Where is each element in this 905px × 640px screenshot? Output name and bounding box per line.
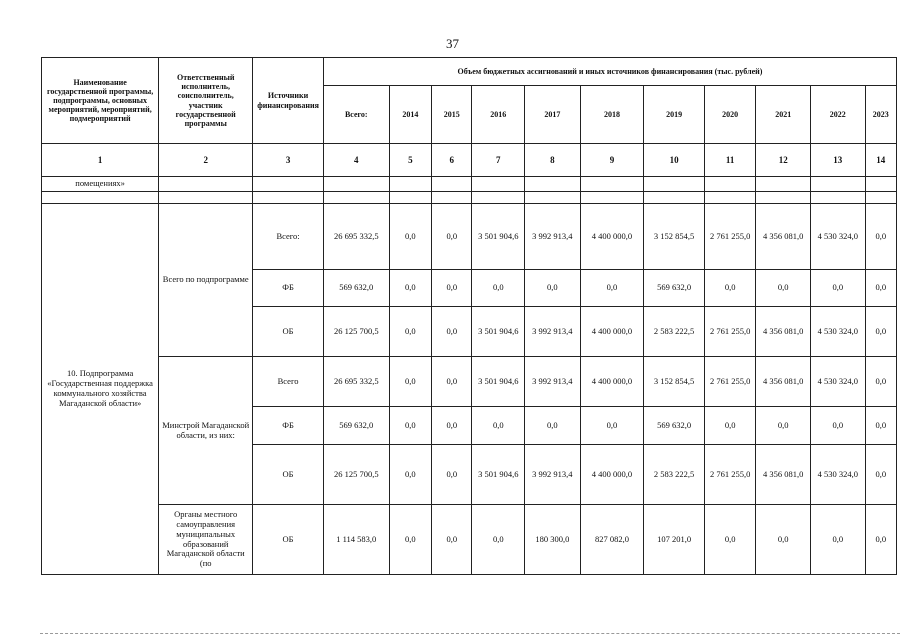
column-number-row (42, 144, 897, 177)
page-number: 37 (446, 36, 459, 51)
value-year: 0,0 (472, 270, 525, 307)
value-total: 26 125 700,5 (323, 307, 389, 357)
value-year: 4 356 081,0 (756, 307, 811, 357)
data-body (42, 204, 897, 575)
value-year: 2 761 255,0 (704, 307, 756, 357)
value-year: 3 992 913,4 (525, 204, 581, 270)
value-year: 3 501 904,6 (472, 357, 525, 407)
header-funding-source: Источники финансирования (253, 58, 324, 144)
value-year: 3 992 913,4 (525, 307, 581, 357)
value-year: 3 501 904,6 (472, 204, 525, 270)
value-year: 3 152 854,5 (644, 357, 705, 407)
program-name: 10. Подпрограмма «Государственная поддержка коммунального хозяйства Магаданской области» (42, 204, 159, 575)
value-total: 26 125 700,5 (323, 445, 389, 505)
value-year: 0,0 (865, 204, 896, 270)
value-year: 3 152 854,5 (644, 204, 705, 270)
continuation-text: помещениях» (42, 177, 159, 192)
column-number: 9 (580, 144, 644, 177)
value-year: 0,0 (432, 407, 472, 445)
value-year: 2 761 255,0 (704, 357, 756, 407)
value-year: 4 356 081,0 (756, 445, 811, 505)
value-year: 3 992 913,4 (525, 357, 581, 407)
value-year: 0,0 (580, 407, 644, 445)
header-year: 2016 (472, 86, 525, 144)
value-year: 0,0 (865, 505, 896, 575)
value-year: 827 082,0 (580, 505, 644, 575)
allocation-row (42, 204, 897, 270)
value-year: 4 530 324,0 (810, 204, 865, 270)
value-year: 0,0 (756, 505, 811, 575)
column-number: 8 (525, 144, 581, 177)
value-year: 4 530 324,0 (810, 445, 865, 505)
value-year: 0,0 (389, 445, 431, 505)
column-number: 14 (865, 144, 896, 177)
value-year: 0,0 (432, 204, 472, 270)
column-number: 4 (323, 144, 389, 177)
value-year: 0,0 (525, 270, 581, 307)
value-year: 0,0 (432, 357, 472, 407)
column-number: 7 (472, 144, 525, 177)
value-year: 0,0 (810, 505, 865, 575)
header-allocation-group: Объем бюджетных ассигнований и иных источников финансирования (тыс. рублей) (323, 58, 896, 86)
value-year: 4 400 000,0 (580, 357, 644, 407)
value-year: 0,0 (865, 357, 896, 407)
header-program-name: Наименование государственной программы, подпрограммы, основных мероприятий, мероприятий, подмероприятий (42, 58, 159, 144)
allocation-row (42, 357, 897, 407)
value-year: 569 632,0 (644, 270, 705, 307)
value-year: 0,0 (389, 505, 431, 575)
allocation-row (42, 505, 897, 575)
value-year: 0,0 (756, 407, 811, 445)
value-year: 4 530 324,0 (810, 357, 865, 407)
value-year: 0,0 (389, 204, 431, 270)
value-year: 4 400 000,0 (580, 204, 644, 270)
value-year: 0,0 (525, 407, 581, 445)
value-total: 569 632,0 (323, 407, 389, 445)
header-year: 2017 (525, 86, 581, 144)
value-year: 0,0 (865, 270, 896, 307)
header-year: 2014 (389, 86, 431, 144)
header-year: 2019 (644, 86, 705, 144)
column-number: 2 (159, 144, 253, 177)
value-year: 0,0 (810, 407, 865, 445)
value-year: 0,0 (756, 270, 811, 307)
value-year: 3 501 904,6 (472, 307, 525, 357)
value-year: 0,0 (810, 270, 865, 307)
funding-source: ФБ (253, 270, 324, 307)
executor-name: Всего по подпрограмме (159, 204, 253, 357)
value-year: 2 583 222,5 (644, 307, 705, 357)
header-year: 2022 (810, 86, 865, 144)
header-year: 2023 (865, 86, 896, 144)
value-year: 0,0 (432, 445, 472, 505)
budget-table (41, 57, 897, 575)
value-year: 0,0 (472, 505, 525, 575)
column-number: 5 (389, 144, 431, 177)
value-year: 180 300,0 (525, 505, 581, 575)
value-year: 0,0 (865, 307, 896, 357)
value-total: 26 695 332,5 (323, 204, 389, 270)
value-year: 0,0 (865, 445, 896, 505)
funding-source: Всего: (253, 204, 324, 270)
value-year: 4 530 324,0 (810, 307, 865, 357)
funding-source: ОБ (253, 445, 324, 505)
funding-source: Всего (253, 357, 324, 407)
header-total: Всего: (323, 86, 389, 144)
value-year: 0,0 (389, 407, 431, 445)
column-number: 10 (644, 144, 705, 177)
header-year: 2021 (756, 86, 811, 144)
value-year: 0,0 (580, 270, 644, 307)
value-year: 3 992 913,4 (525, 445, 581, 505)
column-number: 1 (42, 144, 159, 177)
continuation-row (42, 177, 897, 192)
header-year: 2018 (580, 86, 644, 144)
column-number: 11 (704, 144, 756, 177)
value-year: 4 400 000,0 (580, 445, 644, 505)
value-year: 4 356 081,0 (756, 204, 811, 270)
value-year: 0,0 (432, 505, 472, 575)
header-executor: Ответственный исполнитель, соисполнитель, участник государственной программы (159, 58, 253, 144)
spacer-row (42, 192, 897, 204)
value-year: 0,0 (865, 407, 896, 445)
value-year: 569 632,0 (644, 407, 705, 445)
executor-name: Органы местного самоуправления муниципальных образований Магаданской области (по (159, 505, 253, 575)
value-year: 0,0 (704, 270, 756, 307)
column-number: 13 (810, 144, 865, 177)
value-year: 3 501 904,6 (472, 445, 525, 505)
value-year: 0,0 (432, 307, 472, 357)
funding-source: ОБ (253, 307, 324, 357)
value-year: 107 201,0 (644, 505, 705, 575)
value-year: 0,0 (704, 505, 756, 575)
value-year: 4 400 000,0 (580, 307, 644, 357)
value-year: 0,0 (432, 270, 472, 307)
value-year: 0,0 (389, 270, 431, 307)
column-number: 6 (432, 144, 472, 177)
value-total: 26 695 332,5 (323, 357, 389, 407)
column-number: 3 (253, 144, 324, 177)
value-year: 0,0 (472, 407, 525, 445)
value-total: 569 632,0 (323, 270, 389, 307)
funding-source: ОБ (253, 505, 324, 575)
value-total: 1 114 583,0 (323, 505, 389, 575)
executor-name: Минстрой Магаданской области, из них: (159, 357, 253, 505)
page-bottom-line (40, 633, 900, 634)
header-year: 2020 (704, 86, 756, 144)
funding-source: ФБ (253, 407, 324, 445)
value-year: 2 761 255,0 (704, 445, 756, 505)
value-year: 4 356 081,0 (756, 357, 811, 407)
header-year: 2015 (432, 86, 472, 144)
value-year: 0,0 (704, 407, 756, 445)
value-year: 2 761 255,0 (704, 204, 756, 270)
value-year: 0,0 (389, 307, 431, 357)
column-number: 12 (756, 144, 811, 177)
value-year: 0,0 (389, 357, 431, 407)
value-year: 2 583 222,5 (644, 445, 705, 505)
